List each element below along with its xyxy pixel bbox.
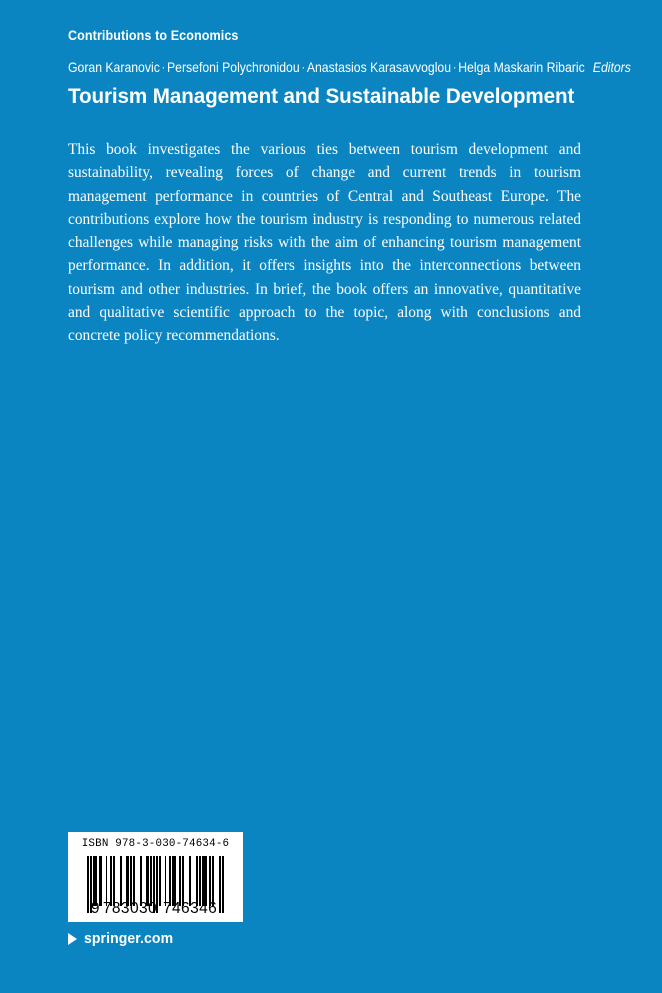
barcode-digits (68, 901, 243, 917)
editor-separator: · (161, 60, 166, 75)
cover-header (68, 28, 631, 109)
barcode-digit-lead: 9 (90, 899, 100, 917)
page-title: Tourism Management and Sustainable Development (68, 83, 575, 109)
isbn-label: ISBN 978-3-030-74634-6 (81, 838, 230, 850)
editor-separator: · (301, 60, 306, 75)
editor-name-2: Persefoni Polychronidou (167, 60, 300, 76)
blurb-text (68, 138, 581, 347)
blurb-paragraph: This book investigates the various ties between tourism development and sustainability, revealing forces of change and current trends in tourism management performance in countries of Central and Southeast Europe. The contributions explore how the tourism industry is responding to numerous related challenges while managing risks with the aim of enhancing tourism management performance. In addition, it offers insights into the interconnections between tourism and other industries. In brief, the book offers an innovative, quantitative and qualitative scientific approach to the topic, along with conclusions and concrete policy recommendations. (68, 141, 581, 344)
barcode-digit-right-group: 746346 (163, 899, 218, 917)
play-triangle-icon (68, 933, 77, 945)
series-title: Contributions to Economics (68, 28, 239, 43)
editor-name-3: Anastasios Karasavvoglou (306, 60, 452, 76)
editors-role-label: Editors (592, 60, 631, 76)
editor-name-4: Helga Maskarin Ribaric (458, 60, 585, 76)
publisher-name: springer.com (84, 931, 174, 947)
barcode-block (68, 832, 243, 922)
editors-line (68, 60, 631, 77)
editor-separator: · (452, 60, 457, 75)
editor-name-1: Goran Karanovic (68, 60, 160, 76)
publisher-link[interactable] (68, 931, 177, 947)
barcode-digit-left-group: 783030 (102, 899, 158, 917)
